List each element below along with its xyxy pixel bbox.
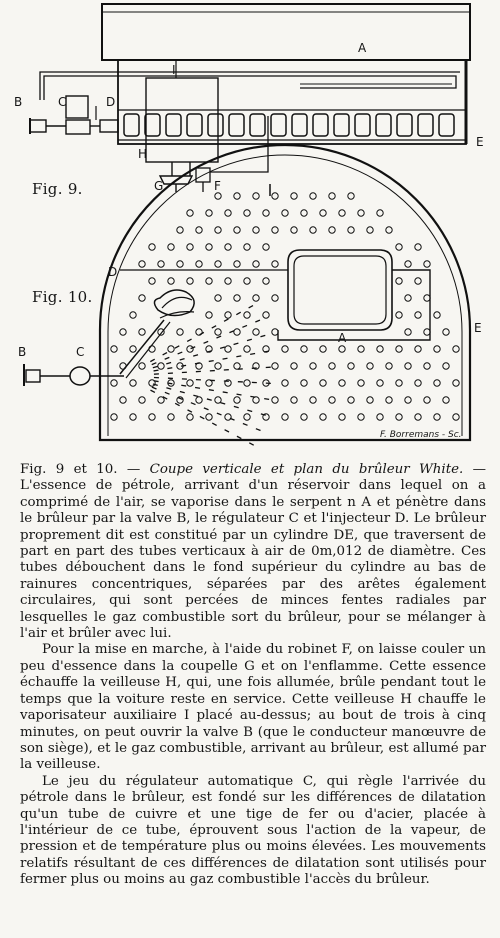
air-hole [168, 414, 174, 420]
air-hole [424, 363, 430, 369]
radial-slot [204, 408, 209, 410]
air-hole [424, 397, 430, 403]
air-hole [130, 346, 136, 352]
air-tube [229, 114, 244, 136]
radial-slot [187, 339, 191, 341]
fig9-label: Fig. 9. [32, 180, 83, 198]
air-tube [334, 114, 349, 136]
air-hole [367, 227, 373, 233]
caption-body: — L'essence de pétrole, arrivant d'un réservoir dans lequel on a comprimé de l'air, se vaporise dans le serpent n A et pénètre dans le brûleur par la valve B, le régulateur C et l'injecteur D. Le brûleur proprement dit est constitué par un cylindre DE, que traversent de part en part des tubes verticaux à air de 0m,012 de diamètre. Ces tubes débouchent dans le fond supérieur du cylindre au bas de rainures concentriques, séparées par des arêtes également circulaires, qui sont percées de minces fentes radiales par lesquelles le gaz combustible sort du brûleur, pour se mélanger à l'air et brûler avec lui. [20, 462, 486, 642]
fig10-part-C: C [76, 345, 85, 359]
radial-slot [256, 429, 261, 431]
radial-slot [180, 359, 185, 360]
radial-slot [154, 370, 159, 371]
air-hole [405, 329, 411, 335]
air-hole [234, 363, 240, 369]
air-hole [263, 210, 269, 216]
air-hole [291, 397, 297, 403]
air-hole [263, 278, 269, 284]
radial-slot [237, 436, 241, 438]
radial-slot [153, 366, 158, 367]
air-hole [149, 244, 155, 250]
radial-slot [200, 416, 204, 418]
air-hole [234, 295, 240, 301]
figure-caption [20, 462, 486, 642]
radial-slot [255, 320, 260, 322]
air-hole [424, 261, 430, 267]
air-hole [453, 346, 459, 352]
air-tube [439, 114, 454, 136]
radial-slot [165, 392, 170, 394]
air-hole [130, 380, 136, 386]
air-hole [320, 346, 326, 352]
burner-illustration [0, 0, 500, 458]
air-hole [215, 397, 221, 403]
air-hole [244, 346, 250, 352]
air-hole [234, 329, 240, 335]
air-hole [405, 295, 411, 301]
air-hole [415, 380, 421, 386]
radial-slot [250, 353, 255, 354]
radial-slot [250, 396, 255, 397]
air-hole [405, 397, 411, 403]
radial-slot [150, 359, 154, 361]
radial-slot [188, 410, 192, 412]
radial-slot [212, 423, 216, 425]
air-hole [244, 210, 250, 216]
radial-slot [167, 368, 172, 369]
fig9-part-F: F [214, 179, 221, 193]
air-hole [225, 414, 231, 420]
air-hole [320, 380, 326, 386]
air-hole [301, 210, 307, 216]
radial-slot [178, 352, 183, 354]
air-hole [225, 244, 231, 250]
air-hole [177, 227, 183, 233]
radial-slot [224, 319, 228, 321]
air-hole [386, 363, 392, 369]
air-tube [292, 114, 307, 136]
air-hole [158, 397, 164, 403]
air-hole [405, 261, 411, 267]
radial-slot [153, 384, 158, 385]
air-hole [272, 193, 278, 199]
radial-slot [152, 363, 157, 365]
air-hole [396, 414, 402, 420]
air-hole [215, 261, 221, 267]
air-hole [272, 261, 278, 267]
radial-slot [166, 362, 171, 363]
air-hole [244, 380, 250, 386]
air-hole [139, 397, 145, 403]
air-hole [177, 261, 183, 267]
paragraph-startup: Pour la mise en marche, à l'aide du robinet F, on laisse couler un peu d'essence dans la coupelle G et on l'enflamme. Cette essence échauffe la veilleuse H, qui, une fois allumée, brûle pendant tout le temps que la voiture reste en service. Cette veilleuse H chauffe le vaporisateur auxiliaire I placé au-dessus; au bout de trois à cinq minutes, on peut ouvrir la valve B (que le conducteur manœuvre de son siège), et le gaz combustible, arrivant au brûleur, est allumé par la veilleuse. [20, 642, 486, 773]
radial-slot [166, 388, 171, 389]
air-hole [396, 312, 402, 318]
air-hole [111, 414, 117, 420]
fig10-part-B: B [18, 345, 27, 359]
air-hole [329, 397, 335, 403]
air-tube [166, 114, 181, 136]
paragraph-regulator: Le jeu du régulateur automatique C, qui règle l'arrivée du pétrole dans le brûleur, est fondé sur les différences de dilatation qu'un tube de cuivre et une tige de fer ou d'acier, placée à l'intérieur de ce tube, éprouvent sous l'action de la vapeur, de pression et de température plus ou moins élevées. Les mouvements relatifs résultant de ces différences de dilatation sont utilisés pour fermer plus ou moins au gaz combustible l'accès du brûleur. [20, 773, 486, 888]
air-tube [397, 114, 412, 136]
air-hole [225, 346, 231, 352]
air-hole [215, 295, 221, 301]
air-hole [225, 278, 231, 284]
air-hole [291, 193, 297, 199]
radial-slot [165, 357, 170, 359]
caption-lead: Fig. 9 et 10. — [20, 462, 141, 477]
air-hole [234, 193, 240, 199]
air-hole [215, 329, 221, 335]
air-hole [434, 312, 440, 318]
air-hole [415, 244, 421, 250]
air-hole [130, 414, 136, 420]
air-hole [149, 278, 155, 284]
radial-slot [237, 394, 242, 395]
air-hole [358, 346, 364, 352]
air-hole [196, 261, 202, 267]
air-hole [139, 261, 145, 267]
radial-slot [191, 403, 196, 405]
air-hole [339, 210, 345, 216]
air-hole [415, 312, 421, 318]
radial-slot [242, 325, 247, 327]
air-hole [158, 363, 164, 369]
air-hole [415, 346, 421, 352]
air-hole [139, 329, 145, 335]
air-hole [405, 363, 411, 369]
air-tube [271, 114, 286, 136]
air-hole [310, 397, 316, 403]
air-hole [301, 346, 307, 352]
air-hole [282, 210, 288, 216]
fig9-part-A: A [358, 41, 367, 55]
air-hole [196, 397, 202, 403]
radial-slot [167, 383, 172, 384]
radial-slot [264, 351, 269, 352]
radial-slot [193, 395, 198, 396]
air-hole [320, 414, 326, 420]
fig9-part-E: E [476, 135, 484, 149]
air-hole [415, 414, 421, 420]
radial-slot [175, 403, 179, 405]
air-hole [339, 414, 345, 420]
radial-slot [249, 306, 253, 308]
radial-slot [236, 356, 241, 357]
radial-slot [225, 430, 229, 432]
radial-slot [223, 358, 228, 359]
air-hole [291, 363, 297, 369]
air-hole [396, 346, 402, 352]
air-hole [396, 244, 402, 250]
air-tube [418, 114, 433, 136]
air-hole [187, 278, 193, 284]
air-hole [443, 363, 449, 369]
radial-slot [181, 365, 186, 366]
radial-slot [220, 347, 225, 348]
fig9-part-C: C [58, 95, 67, 109]
air-hole [415, 278, 421, 284]
air-hole [272, 363, 278, 369]
air-hole [244, 244, 250, 250]
radial-slot [243, 423, 248, 425]
fig9-drawing [30, 4, 470, 192]
radial-slot [249, 443, 253, 445]
air-hole [291, 227, 297, 233]
air-hole [358, 414, 364, 420]
radial-slot [180, 391, 185, 392]
air-hole [272, 397, 278, 403]
air-hole [120, 329, 126, 335]
air-hole [282, 414, 288, 420]
air-hole [301, 414, 307, 420]
fig10-part-D: D [108, 265, 118, 279]
air-hole [149, 346, 155, 352]
air-hole [348, 193, 354, 199]
air-hole [130, 312, 136, 318]
radial-slot [217, 413, 222, 415]
radial-slot [223, 392, 228, 393]
air-hole [225, 210, 231, 216]
air-hole [253, 397, 259, 403]
air-hole [424, 329, 430, 335]
fig9-part-G: G [154, 179, 164, 193]
radial-slot [209, 361, 214, 362]
air-hole [434, 346, 440, 352]
air-hole [206, 244, 212, 250]
fig10-label: Fig. 10. [32, 288, 93, 306]
air-hole [396, 380, 402, 386]
radial-slot [175, 346, 179, 348]
air-hole [139, 295, 145, 301]
air-hole [377, 210, 383, 216]
radial-slot [207, 399, 212, 400]
air-hole [149, 414, 155, 420]
caption-title: Coupe verticale et plan du brûleur White. [149, 462, 464, 477]
radial-slot [181, 385, 186, 386]
air-hole [443, 329, 449, 335]
air-hole [329, 363, 335, 369]
air-hole [377, 414, 383, 420]
air-hole [139, 363, 145, 369]
air-hole [358, 210, 364, 216]
air-hole [253, 261, 259, 267]
fig10-part-E: E [474, 321, 482, 335]
radial-slot [204, 341, 209, 343]
radial-slot [209, 390, 214, 391]
radial-slot [247, 410, 252, 411]
air-hole [111, 380, 117, 386]
air-hole [187, 380, 193, 386]
air-hole [234, 397, 240, 403]
air-hole [187, 210, 193, 216]
air-hole [282, 380, 288, 386]
air-tube [313, 114, 328, 136]
air-tube [187, 114, 202, 136]
radial-slot [230, 418, 235, 420]
air-tube [208, 114, 223, 136]
air-tube [124, 114, 139, 136]
radial-slot [195, 387, 200, 388]
air-hole [187, 244, 193, 250]
air-hole [386, 227, 392, 233]
radial-slot [220, 403, 225, 404]
radial-slot [216, 336, 221, 338]
air-hole [310, 193, 316, 199]
air-hole [215, 227, 221, 233]
air-hole [206, 278, 212, 284]
radial-slot [163, 353, 167, 355]
radial-slot [264, 399, 269, 400]
radial-slot [195, 363, 200, 364]
air-hole [443, 397, 449, 403]
air-hole [301, 380, 307, 386]
air-hole [196, 227, 202, 233]
air-hole [215, 193, 221, 199]
air-hole [253, 295, 259, 301]
air-hole [367, 397, 373, 403]
air-hole [310, 227, 316, 233]
air-hole [244, 278, 250, 284]
radial-slot [150, 390, 154, 392]
radial-slot [212, 326, 216, 328]
air-tube [250, 114, 265, 136]
air-hole [310, 363, 316, 369]
air-hole [272, 227, 278, 233]
radial-slot [191, 347, 196, 349]
air-hole [120, 397, 126, 403]
air-hole [453, 414, 459, 420]
air-hole [263, 312, 269, 318]
air-tube [376, 114, 391, 136]
air-hole [434, 380, 440, 386]
air-hole [234, 227, 240, 233]
fig9-part-D: D [106, 95, 116, 109]
fig9-part-I: I [172, 63, 176, 77]
air-hole [187, 414, 193, 420]
air-hole [168, 278, 174, 284]
air-hole [348, 227, 354, 233]
radial-slot [260, 335, 265, 336]
fig10-part-A: A [338, 331, 347, 345]
air-hole [339, 380, 345, 386]
air-hole [206, 210, 212, 216]
air-hole [177, 329, 183, 335]
air-hole [263, 244, 269, 250]
radial-slot [234, 343, 239, 344]
air-hole [377, 346, 383, 352]
radial-slot [154, 381, 159, 382]
air-hole [225, 312, 231, 318]
air-tube [355, 114, 370, 136]
figure-area [0, 0, 500, 458]
air-hole [367, 363, 373, 369]
air-tube [145, 114, 160, 136]
air-hole [386, 397, 392, 403]
air-hole [215, 363, 221, 369]
air-hole [244, 414, 250, 420]
radial-slot [234, 406, 239, 407]
air-hole [377, 380, 383, 386]
air-hole [234, 261, 240, 267]
air-hole [187, 346, 193, 352]
air-hole [111, 346, 117, 352]
radial-slot [193, 355, 198, 356]
air-hole [396, 278, 402, 284]
air-hole [168, 244, 174, 250]
air-hole [348, 397, 354, 403]
fig9-part-H: H [138, 147, 148, 161]
radial-slot [236, 312, 240, 314]
air-hole [358, 380, 364, 386]
air-hole [253, 193, 259, 199]
air-hole [320, 210, 326, 216]
air-hole [282, 346, 288, 352]
air-hole [272, 329, 278, 335]
air-hole [339, 346, 345, 352]
air-hole [158, 261, 164, 267]
air-hole [434, 414, 440, 420]
air-hole [424, 295, 430, 301]
air-hole [168, 346, 174, 352]
engraver-signature: F. Borremans - Sc. [380, 430, 462, 440]
air-hole [253, 329, 259, 335]
air-hole [253, 227, 259, 233]
fig9-part-B: B [14, 95, 23, 109]
article-text [20, 462, 486, 889]
air-hole [329, 227, 335, 233]
air-hole [206, 312, 212, 318]
air-hole [348, 363, 354, 369]
air-hole [206, 414, 212, 420]
air-hole [453, 380, 459, 386]
air-hole [329, 193, 335, 199]
radial-slot [247, 339, 252, 340]
radial-slot [152, 387, 157, 389]
air-hole [244, 312, 250, 318]
air-hole [272, 295, 278, 301]
